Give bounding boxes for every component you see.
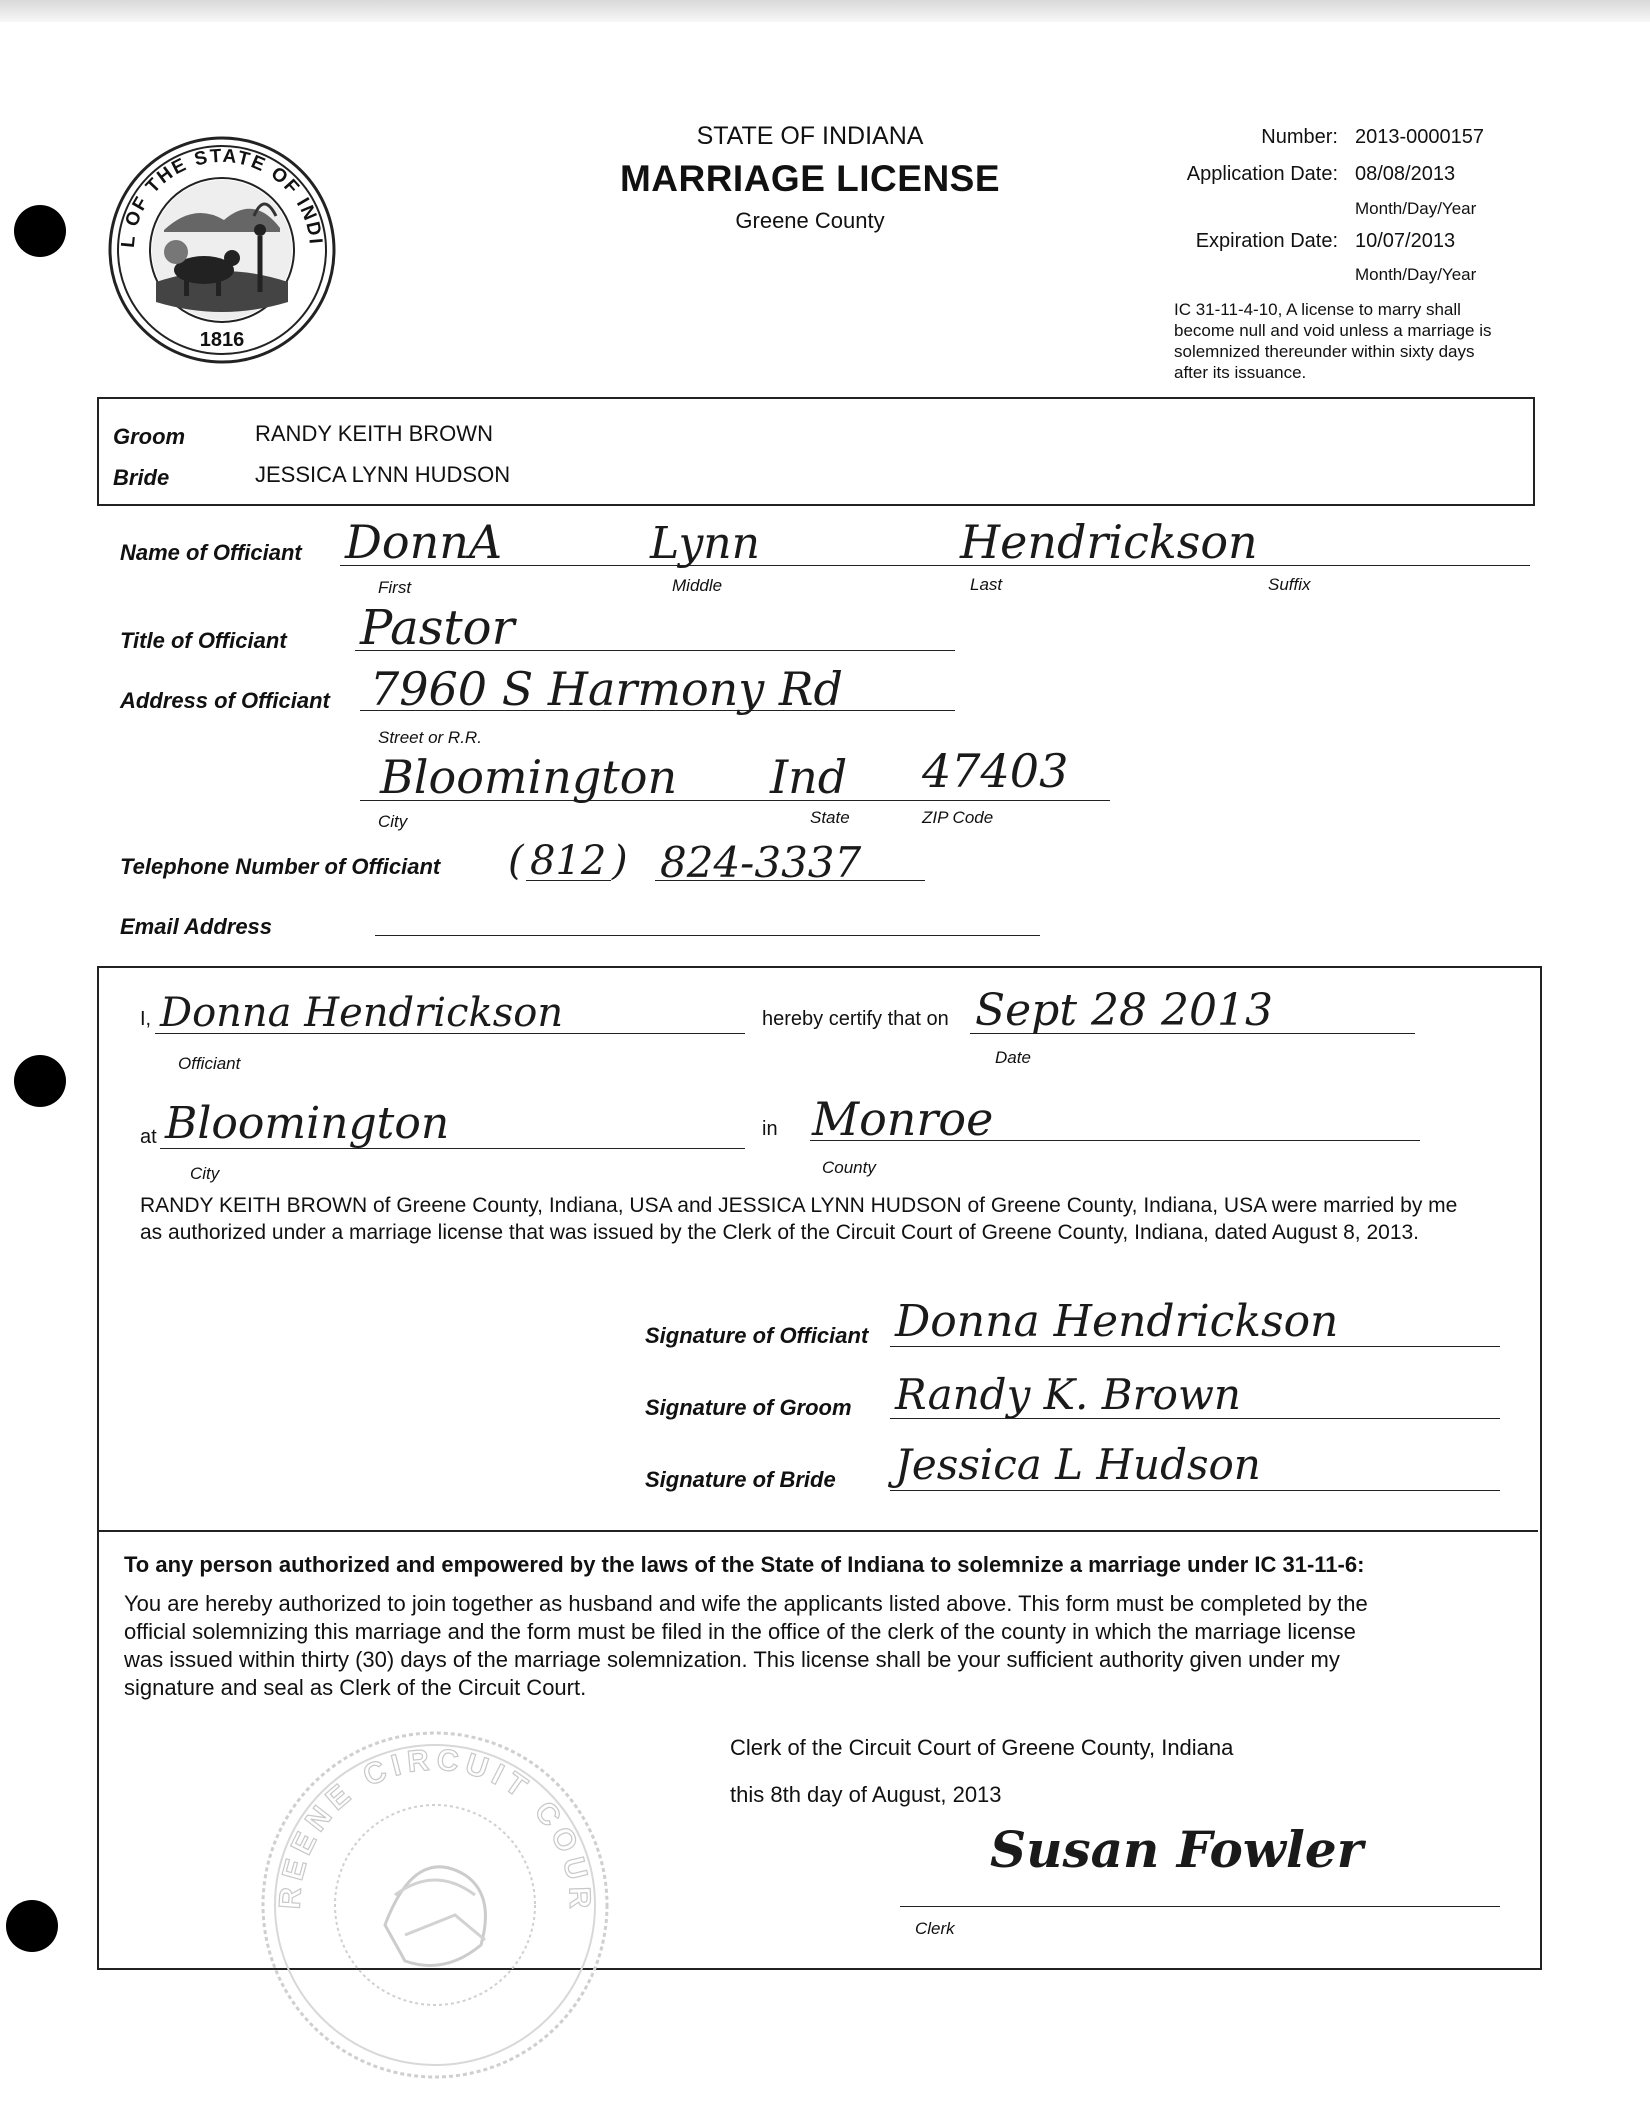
- document-title: MARRIAGE LICENSE: [619, 158, 1001, 199]
- expiration-date-label: Expiration Date:: [1195, 230, 1338, 252]
- seal-ring-text: L OF THE STATE OF INDI: [117, 145, 326, 249]
- officiant-caption: Officiant: [178, 1054, 241, 1073]
- county-heading: Greene County: [735, 208, 885, 233]
- sig-bride-line: [890, 1490, 1500, 1491]
- officiant-phone-number: 824-3337: [660, 838, 862, 887]
- license-number: 2013-0000157: [1355, 126, 1485, 148]
- bride-name: JESSICA LYNN HUDSON: [255, 462, 511, 487]
- sig-bride-label: Signature of Bride: [645, 1467, 836, 1492]
- phone-close-paren: ): [612, 838, 628, 884]
- certify-text: hereby certify that on: [762, 1008, 949, 1030]
- officiant-name-label: Name of Officiant: [120, 540, 302, 565]
- clerk-signature: Susan Fowler: [990, 1820, 1364, 1879]
- officiant-title-label: Title of Officiant: [120, 628, 287, 653]
- authorization-paragraph: [124, 1590, 1524, 1702]
- statute-note: IC 31-11-4-10, A license to marry shall become null and void unless a marriage is solemnized thereunder within sixty days after its issuance.: [1174, 300, 1492, 382]
- sig-bride: Jessica L Hudson: [895, 1440, 1261, 1489]
- middle-caption: Middle: [672, 576, 723, 595]
- punch-hole-top: [14, 205, 66, 257]
- email-label: Email Address: [120, 914, 273, 939]
- officiant-middle-name: Lynn: [650, 518, 760, 569]
- certify-date: Sept 28 2013: [975, 985, 1273, 1036]
- scan-edge: [0, 0, 1650, 22]
- i-prefix: I,: [140, 1008, 152, 1030]
- officiant-title: Pastor: [360, 600, 515, 656]
- suffix-caption: Suffix: [1268, 575, 1311, 594]
- punch-hole-bottom: [6, 1900, 58, 1952]
- authorization-line-1: You are hereby authorized to join together as husband and wife the applicants listed above. This form must be completed by the: [124, 1591, 1368, 1616]
- punch-hole-middle: [14, 1055, 66, 1107]
- expiration-date: 10/07/2013: [1355, 230, 1456, 252]
- email-line: [375, 935, 1040, 936]
- certify-county: Monroe: [812, 1092, 994, 1146]
- officiant-city: Bloomington: [380, 750, 678, 804]
- officiant-state: Ind: [770, 750, 848, 804]
- application-date-format: Month/Day/Year: [1355, 199, 1477, 218]
- seal-year: 1816: [199, 329, 245, 351]
- state-heading: STATE OF INDIANA: [696, 122, 924, 150]
- officiant-first-name: DonnA: [345, 515, 503, 569]
- svg-text:GREENE CIRCUIT COURT: [255, 1725, 596, 1915]
- authorization-line-2: official solemnizing this marriage and the form must be filed in the office of the clerk of the county in which the marriage license: [124, 1619, 1356, 1644]
- officiant-name-line: [340, 565, 1530, 566]
- court-seal-emboss: [255, 1725, 615, 2085]
- clerk-caption: Clerk: [915, 1919, 955, 1938]
- city-caption: City: [378, 812, 408, 831]
- sig-officiant-label: Signature of Officiant: [645, 1323, 869, 1348]
- expiration-date-format: Month/Day/Year: [1355, 265, 1477, 284]
- couple-box: [97, 397, 1535, 506]
- in-prefix: in: [762, 1118, 778, 1140]
- sig-groom-label: Signature of Groom: [645, 1395, 852, 1420]
- certify-city: Bloomington: [165, 1098, 450, 1149]
- officiant-zip: 47403: [922, 744, 1069, 798]
- officiant-last-name: Hendrickson: [960, 515, 1258, 569]
- sig-groom: Randy K. Brown: [895, 1370, 1241, 1419]
- at-prefix: at: [140, 1126, 157, 1148]
- statement-line-2: as authorized under a marriage license that was issued by the Clerk of the Circuit Court of Greene County, Indiana, dated August 8, 2013.: [140, 1221, 1420, 1244]
- number-label: Number:: [1261, 126, 1338, 148]
- sig-officiant: Donna Hendrickson: [895, 1296, 1339, 1347]
- city-caption-cert: City: [190, 1164, 220, 1183]
- phone-number-line: [655, 880, 925, 881]
- certify-officiant-name: Donna Hendrickson: [160, 990, 564, 1036]
- clerk-office: Clerk of the Circuit Court of Greene County, Indiana: [730, 1735, 1234, 1760]
- county-caption: County: [822, 1158, 876, 1177]
- last-caption: Last: [970, 575, 1003, 594]
- application-date: 08/08/2013: [1355, 163, 1456, 185]
- officiant-phone-area: 812: [530, 838, 607, 884]
- application-date-label: Application Date:: [1186, 163, 1338, 185]
- authorization-line-3: was issued within thirty (30) days of the marriage solemnization. This license shall be your sufficient authority given under my: [124, 1647, 1340, 1672]
- court-seal-text: REENE CIRCUIT COUR: [273, 1743, 597, 1915]
- statement-line-1: RANDY KEITH BROWN of Greene County, Indiana, USA and JESSICA LYNN HUDSON of Greene County, Indiana, USA were married by me: [140, 1194, 1458, 1217]
- zip-caption: ZIP Code: [922, 808, 994, 827]
- groom-label: Groom: [113, 424, 186, 449]
- date-caption: Date: [995, 1048, 1031, 1067]
- clerk-signature-line: [900, 1906, 1500, 1907]
- officiant-phone-label: Telephone Number of Officiant: [120, 854, 441, 879]
- first-caption: First: [378, 578, 412, 597]
- state-seal: [104, 132, 340, 368]
- groom-name: RANDY KEITH BROWN: [255, 421, 493, 446]
- street-caption: Street or R.R.: [378, 728, 482, 747]
- officiant-address-label: Address of Officiant: [120, 688, 330, 713]
- marriage-statement: [140, 1192, 1520, 1246]
- authorization-line-4: signature and seal as Clerk of the Circuit Court.: [124, 1675, 587, 1700]
- officiant-street: 7960 S Harmony Rd: [370, 662, 843, 716]
- phone-area-line: [526, 880, 611, 881]
- phone-open-paren: (: [508, 838, 524, 884]
- bride-label: Bride: [113, 465, 170, 490]
- state-caption: State: [810, 808, 850, 827]
- issued-on: this 8th day of August, 2013: [730, 1782, 1002, 1807]
- authorization-heading: To any person authorized and empowered by the laws of the State of Indiana to solemnize a marriage under IC 31-11-6:: [124, 1552, 1365, 1577]
- section-divider: [99, 1530, 1538, 1532]
